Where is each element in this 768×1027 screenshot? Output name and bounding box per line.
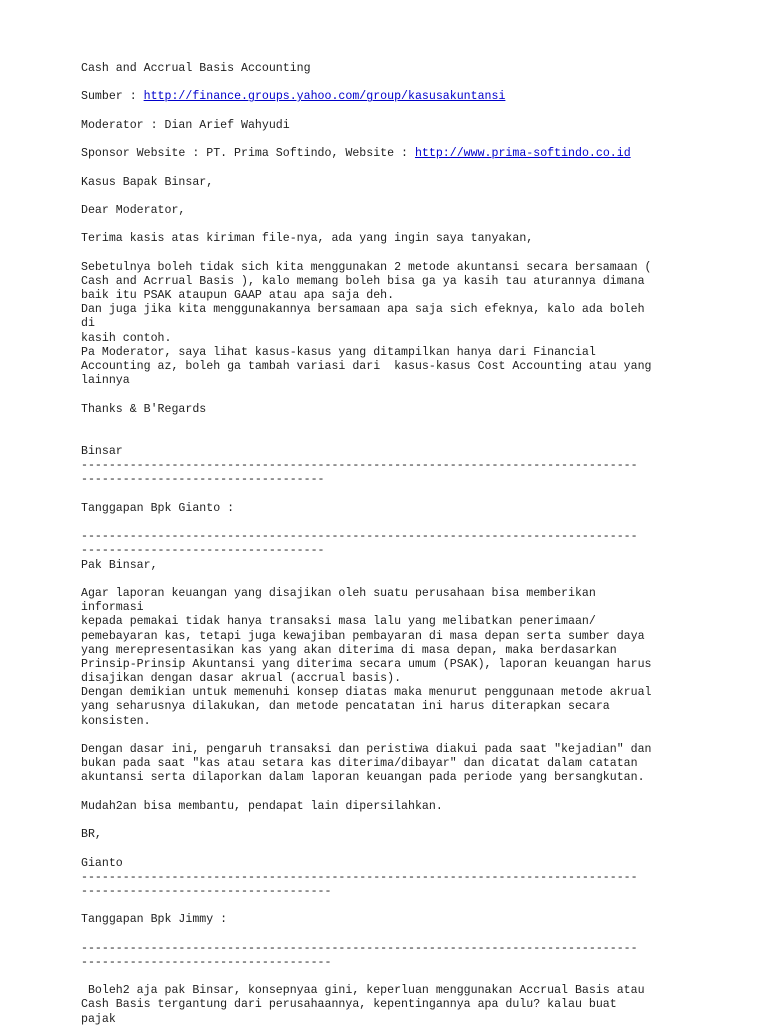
paragraph-line: konsisten. [81, 714, 151, 728]
paragraph-line: Agar laporan keuangan yang disajikan oleh suatu perusahaan bisa memberikan [81, 586, 596, 600]
author-binsar: Binsar [81, 445, 123, 459]
paragraph-line: yang seharusnya dilakukan, dan metode pencatatan ini harus diterapkan secara [81, 700, 610, 714]
paragraph-line: baik itu PSAK ataupun GAAP atau apa saja deh. [81, 289, 395, 302]
paragraph-line: Prinsip-Prinsip Akuntansi yang diterima secara umum (PSAK), laporan keuangan harus [81, 657, 652, 671]
paragraph-line: Accounting az, boleh ga tambah variasi dari kasus-kasus Cost Accounting atau yang [81, 359, 652, 373]
thanks-line: Thanks & B'Regards [81, 402, 207, 416]
paragraph-line: Dan juga jika kita menggunakannya bersamaan apa saja sich efeknya, kalo ada boleh [81, 303, 645, 317]
paragraph-line: Cash Basis tergantung dari perusahaannya, kepentingannya apa dulu? kalau buat [81, 998, 617, 1012]
case-title: Kasus Bapak Binsar, [81, 175, 214, 189]
paragraph-line: lainnya [81, 374, 130, 388]
moderator-line: Moderator : Dian Arief Wahyudi [81, 118, 290, 132]
response-jimmy-header: Tanggapan Bpk Jimmy : [81, 913, 228, 927]
source-label: Sumber : [81, 90, 144, 104]
response-gianto-paragraph-2 [81, 743, 721, 786]
paragraph-line: pajak [81, 1012, 116, 1026]
separator-rule: ------------------------------------ [81, 955, 332, 969]
paragraph-line: Dengan demikian untuk memenuhi konsep diatas maka menurut penggunaan metode akrual [81, 686, 652, 700]
paragraph-line: kepada pemakai tidak hanya transaksi masa lalu yang melibatkan penerimaan/ [81, 615, 596, 629]
separator-rule: ------------------------------------ [81, 884, 332, 898]
paragraph-line: disajikan dengan dasar akrual (accrual basis). [81, 672, 402, 686]
separator-rule: -------------------------------------------------------------------------------- [81, 530, 638, 544]
paragraph-line: informasi [81, 601, 144, 615]
separator-rule: -------------------------------------------------------------------------------- [81, 941, 638, 955]
paragraph-line: Sebetulnya boleh tidak sich kita menggunakan 2 metode akuntansi secara bersamaan ( [81, 260, 652, 274]
paragraph-line: akuntansi serta dilaporkan dalam laporan keuangan pada periode yang bersangkutan. [81, 771, 645, 785]
paragraph-line: Boleh2 aja pak Binsar, konsepnyaa gini, keperluan menggunakan Accrual Basis atau [81, 984, 645, 998]
sponsor-label: Sponsor Website : PT. Prima Softindo, Website : [81, 147, 415, 161]
question-paragraph [81, 261, 721, 389]
separator-rule: -------------------------------------------------------------------------------- [81, 459, 638, 473]
document-body [81, 62, 721, 1027]
paragraph-line: di [81, 317, 95, 331]
author-gianto: Gianto [81, 856, 123, 870]
greeting: Dear Moderator, [81, 203, 186, 217]
separator-rule: ----------------------------------- [81, 473, 325, 487]
response-gianto-closing: Mudah2an bisa membantu, pendapat lain dipersilahkan. [81, 799, 443, 813]
paragraph-line: kasih contoh. [81, 331, 172, 345]
paragraph-line: Dengan dasar ini, pengaruh transaksi dan peristiwa diakui pada saat "kejadian" dan [81, 743, 652, 757]
paragraph-line: pemebayaran kas, tetapi juga kewajiban pembayaran di masa depan serta sumber daya [81, 629, 645, 643]
paragraph-line: yang merepresentasikan kas yang akan diterima di masa depan, maka berdasarkan [81, 643, 617, 657]
paragraph-line: Cash and Acrrual Basis ), kalo memang boleh bisa ga ya kasih tau aturannya dimana [81, 274, 645, 288]
separator-rule: ----------------------------------- [81, 544, 325, 558]
intro-line: Terima kasis atas kiriman file-nya, ada yang ingin saya tanyakan, [81, 232, 534, 246]
paragraph-line: bukan pada saat "kas atau setara kas diterima/dibayar" dan dicatat dalam catatan [81, 757, 638, 771]
source-link[interactable]: http://finance.groups.yahoo.com/group/kasusakuntansi [143, 90, 506, 104]
response-jimmy-paragraph [81, 984, 721, 1027]
document-title: Cash and Accrual Basis Accounting [81, 62, 311, 75]
response-gianto-header: Tanggapan Bpk Gianto : [81, 501, 235, 515]
response-gianto-paragraph-1 [81, 587, 721, 729]
sponsor-line [81, 147, 721, 161]
separator-rule: -------------------------------------------------------------------------------- [81, 870, 638, 884]
paragraph-line: Pa Moderator, saya lihat kasus-kasus yang ditampilkan hanya dari Financial [81, 345, 596, 359]
sponsor-link[interactable]: http://www.prima-softindo.co.id [414, 147, 631, 161]
response-gianto-greeting: Pak Binsar, [81, 558, 158, 572]
source-line [81, 90, 721, 104]
response-gianto-br: BR, [81, 828, 102, 842]
